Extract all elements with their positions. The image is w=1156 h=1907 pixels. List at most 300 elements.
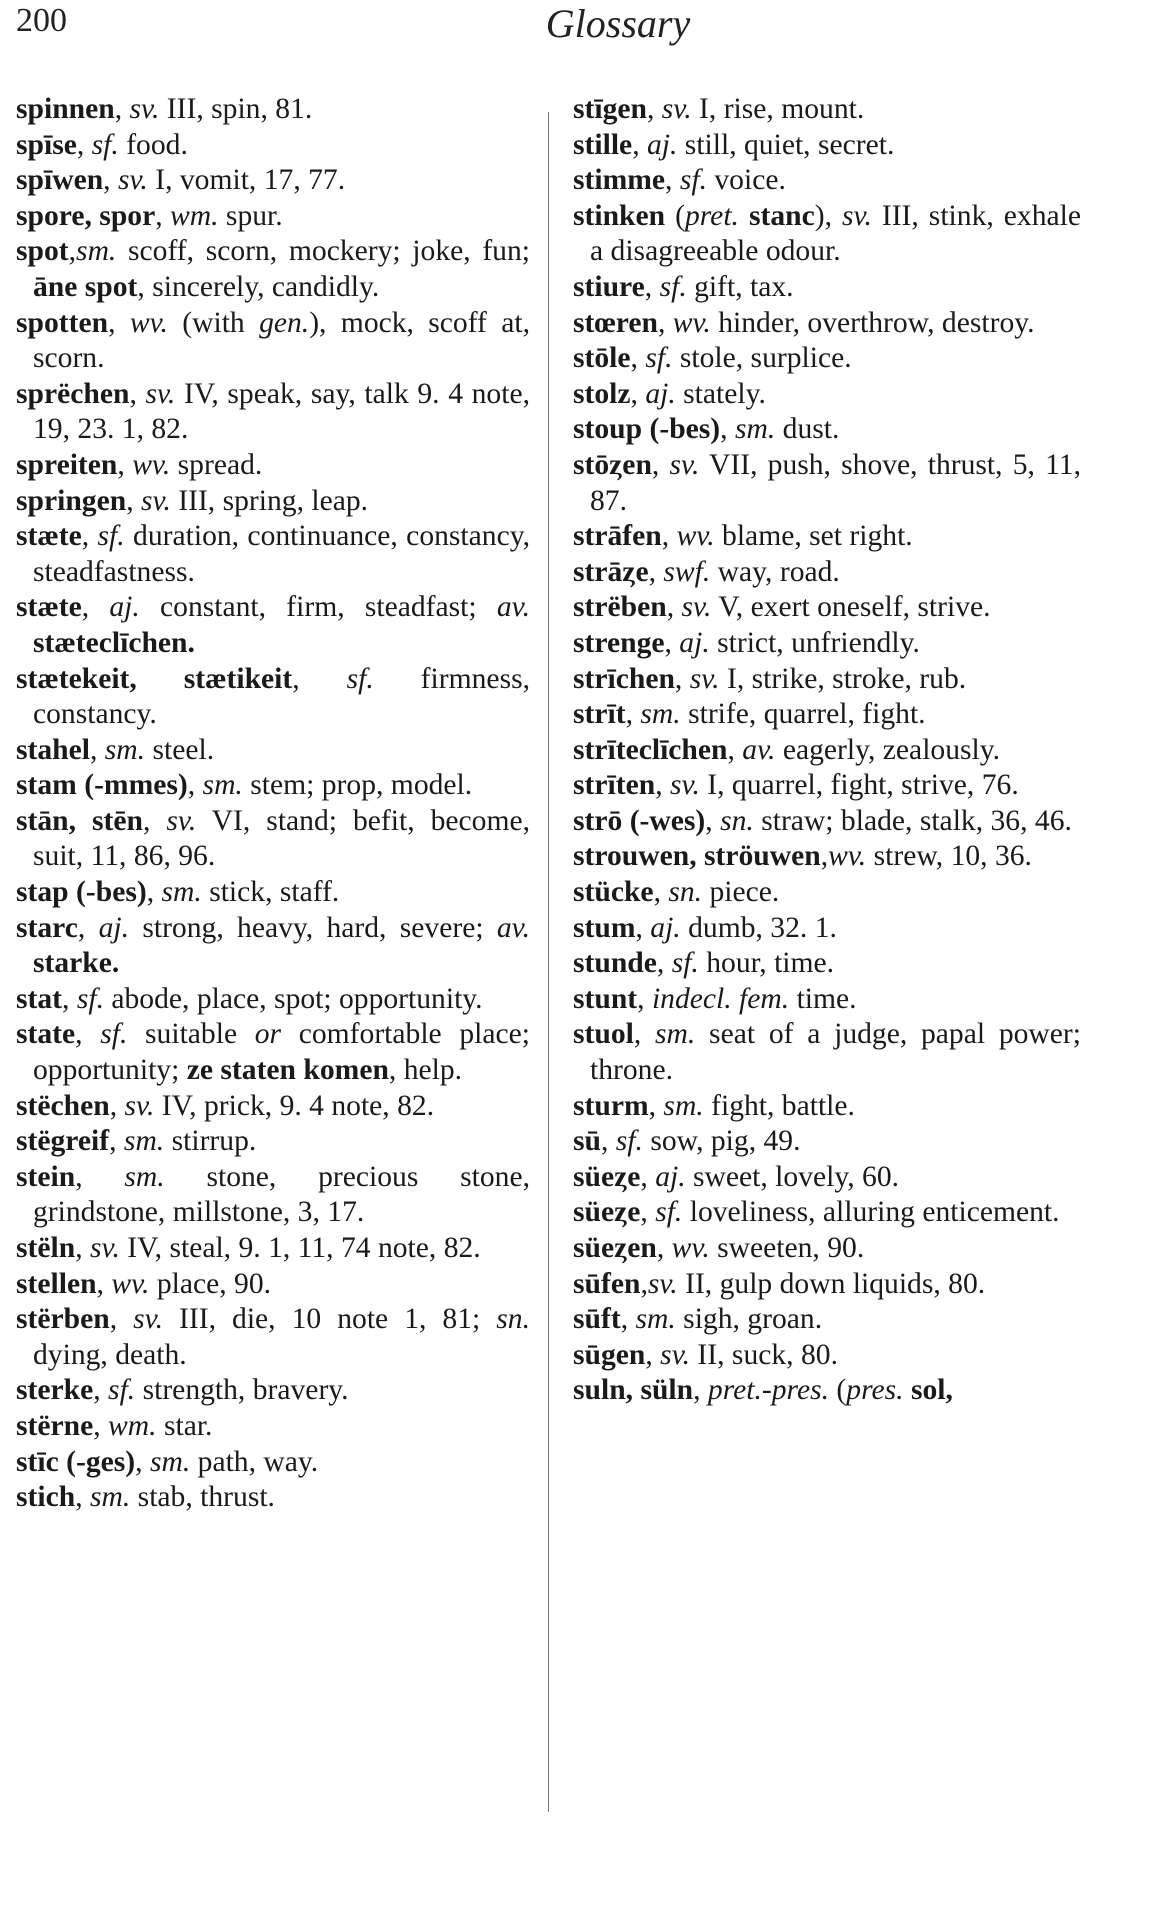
glossary-entry (573, 626, 1081, 662)
grammar-label: sf. (655, 1196, 683, 1229)
running-title: Glossary (545, 1, 691, 46)
definition-text: , (657, 306, 673, 339)
glossary-entry (573, 1231, 1081, 1267)
headword: süeȥen (573, 1232, 657, 1264)
headword: springen (16, 484, 127, 517)
definition-text: fight, battle. (703, 1089, 855, 1122)
glossary-entry (573, 306, 1081, 342)
definition-text: blame, set right. (714, 520, 913, 553)
grammar-label: sn. (668, 876, 703, 909)
glossary-entry (16, 92, 530, 128)
definition-text: , (630, 342, 646, 375)
definition-text: I, strike, stroke, rub. (719, 662, 967, 695)
definition-text: III, stink, exhale a disagreeable odour. (590, 199, 1081, 268)
glossary-entry (573, 875, 1081, 911)
definition-text: dust. (775, 413, 840, 446)
right-column (573, 92, 1081, 1409)
definition-text: , (693, 1374, 708, 1407)
column-divider (548, 112, 549, 1812)
headword: stum (573, 911, 636, 944)
grammar-label: wv. (676, 520, 715, 553)
headword: stoup (-bes) (573, 413, 721, 446)
definition-text: stem; prop, model. (242, 769, 473, 802)
definition-text: piece. (702, 876, 780, 909)
definition-text: stately. (675, 377, 766, 410)
definition-text: , (109, 1303, 134, 1336)
headword: strouwen, ströuwen (573, 840, 821, 873)
headword: stœren (573, 306, 658, 339)
page-number: 200 (16, 2, 67, 39)
definition-text: III, die, 10 note 1, 81; (163, 1303, 497, 1336)
definition-text: , (674, 662, 690, 695)
definition-text: III, spring, leap. (170, 484, 369, 517)
definition-text: , (820, 840, 829, 873)
definition-text: path, way. (190, 1445, 319, 1478)
glossary-entry (573, 662, 1081, 698)
headword: spreiten (16, 448, 118, 481)
headword: stahel (16, 733, 90, 766)
headword: stëchen (16, 1089, 110, 1122)
headword: spot (16, 235, 69, 268)
grammar-label: sf. (346, 662, 374, 695)
definition-text: , (129, 377, 146, 410)
headword: stæte (16, 520, 82, 553)
grammar-label: sv. (681, 591, 712, 624)
headword: starke. (33, 947, 120, 980)
headword: stiure (573, 270, 645, 303)
headword: strīteclīchen (573, 733, 728, 766)
glossary-entry (16, 448, 530, 484)
definition-text: , (640, 1160, 656, 1193)
definition-text: , (653, 876, 669, 909)
grammar-label: av. (496, 911, 530, 944)
glossary-entry (16, 804, 530, 875)
glossary-entry (573, 1089, 1081, 1125)
grammar-label: sf. (97, 520, 125, 553)
definition-text: I, quarrel, fight, strive, 76. (699, 769, 1019, 802)
grammar-label: wv. (132, 448, 171, 481)
glossary-entry (16, 1089, 530, 1125)
definition-text: , (648, 1089, 664, 1122)
glossary-entry (16, 1445, 530, 1481)
glossary-entry (573, 1338, 1081, 1374)
definition-text: dumb, 32. 1. (680, 911, 837, 944)
glossary-entry (573, 1160, 1081, 1196)
glossary-entry (573, 341, 1081, 377)
definition-text: I, vomit, 17, 77. (147, 164, 346, 197)
headword: stat (16, 982, 63, 1015)
glossary-entry (573, 911, 1081, 947)
definition-text: star. (156, 1409, 213, 1442)
grammar-label: sv. (841, 199, 872, 232)
glossary-entry (573, 946, 1081, 982)
definition-text: , (637, 982, 652, 1015)
glossary-entry (16, 590, 530, 661)
definition-text: , (632, 128, 647, 161)
glossary-entry (573, 555, 1081, 591)
definition-text: , (68, 235, 77, 268)
glossary-entry (16, 1017, 530, 1088)
headword: stimme (573, 164, 666, 197)
definition-text: , (666, 591, 682, 624)
headword: sūfen (573, 1267, 641, 1300)
glossary-entry (573, 839, 1081, 875)
grammar-label: wv. (828, 840, 867, 873)
definition-text: , (155, 199, 171, 232)
definition-text: food. (118, 128, 188, 161)
definition-text: straw; blade, stalk, 36, 46. (753, 804, 1072, 837)
glossary-entry (573, 448, 1081, 519)
glossary-entry (16, 234, 530, 305)
definition-text: strict, unfriendly. (709, 626, 920, 659)
definition-text: , (75, 1018, 101, 1051)
definition-text: gift, tax. (686, 270, 794, 303)
definition-text: (with (167, 306, 260, 339)
definition-text: stab, thrust. (130, 1481, 275, 1514)
definition-text: , (89, 733, 105, 766)
headword: stæte (16, 591, 82, 624)
grammar-label: sm. (663, 1089, 704, 1122)
headword: spinnen (16, 93, 115, 125)
definition-text: , (96, 1267, 112, 1300)
grammar-label: wv. (111, 1267, 150, 1300)
glossary-entry (16, 128, 530, 164)
headword: sūgen (573, 1338, 646, 1371)
grammar-label: sm. (124, 1160, 165, 1193)
headword: stein (16, 1160, 76, 1193)
headword: stanc (748, 199, 815, 232)
grammar-label: sv. (669, 769, 700, 802)
headword: stæteclīchen. (33, 626, 195, 659)
headword: stīc (-ges) (16, 1445, 136, 1478)
definition-text: , (644, 270, 660, 303)
headword: süeȥe (573, 1160, 641, 1193)
headword: sterke (16, 1374, 94, 1407)
headword: stërben (16, 1303, 110, 1336)
headword: stap (-bes) (16, 876, 147, 909)
definition-text: , (81, 591, 110, 624)
grammar-label: or (254, 1018, 282, 1051)
definition-text: suitable (127, 1018, 255, 1051)
headword: sprëchen (16, 377, 130, 410)
headword: stellen (16, 1267, 97, 1300)
headword: spīse (16, 128, 77, 161)
headword: süeȥe (573, 1196, 641, 1229)
headword: āne spot (33, 270, 138, 303)
glossary-entry (16, 1409, 530, 1445)
definition-text: , (187, 769, 203, 802)
glossary-entry (573, 697, 1081, 733)
grammar-label: av. (742, 733, 776, 766)
definition-text: , (656, 1232, 672, 1264)
definition-text: scoff, scorn, mockery; joke, fun; (116, 235, 530, 268)
grammar-label: swf. (663, 555, 711, 588)
definition-text: II, gulp down liquids, 80. (677, 1267, 986, 1300)
headword: sū (573, 1125, 601, 1158)
definition-text: steel. (145, 733, 215, 766)
definition-text: , (75, 1481, 90, 1514)
definition-text: I, rise, mount. (691, 93, 865, 125)
headword: sūft (573, 1303, 621, 1336)
glossary-entry (573, 199, 1081, 270)
headword: stëgreif (16, 1125, 110, 1158)
glossary-entry (16, 875, 530, 911)
definition-text: hinder, overthrow, destroy. (710, 306, 1035, 339)
grammar-label: aj. (98, 911, 130, 944)
definition-text: , (635, 911, 651, 944)
definition-text: , (93, 1409, 109, 1442)
glossary-entry (573, 1195, 1081, 1231)
glossary-entry (573, 1017, 1081, 1088)
definition-text: spread. (170, 448, 263, 481)
grammar-label: sm. (640, 698, 681, 731)
definition-text: V, exert oneself, strive. (711, 591, 991, 624)
left-column (16, 92, 530, 1516)
definition-text: comfortable place; opportunity; (33, 1018, 530, 1087)
definition-text: , (62, 982, 77, 1015)
glossary-entry (573, 128, 1081, 164)
definition-text: , (633, 1018, 656, 1051)
grammar-label: aj. (645, 377, 676, 410)
grammar-label: sn. (496, 1303, 530, 1336)
headword: state (16, 1018, 76, 1051)
definition-text: , (651, 448, 670, 481)
definition-text: stick, staff. (201, 876, 340, 909)
grammar-label: gen. (259, 306, 310, 339)
definition-text: VI, stand; befit, become, suit, 11, 86, 96. (33, 804, 531, 873)
headword: ze staten komen (186, 1054, 389, 1087)
definition-text: ( (829, 1374, 847, 1407)
definition-text: sweeten, 90. (709, 1232, 865, 1264)
definition-text: IV, speak, say, talk 9. 4 note, 19, 23. 1, 82. (33, 377, 530, 446)
grammar-label: sm. (76, 235, 117, 268)
grammar-label: sv. (669, 448, 700, 481)
glossary-entry (16, 306, 530, 377)
definition-text: , (600, 1125, 616, 1158)
definition-text: IV, prick, 9. 4 note, 82. (154, 1089, 435, 1122)
grammar-label: sm. (161, 876, 202, 909)
grammar-label: aj. (679, 626, 710, 659)
definition-text: , (646, 93, 662, 125)
definition-text: , (661, 520, 677, 553)
grammar-label: sm. (123, 1125, 165, 1158)
headword: stinken (573, 199, 666, 232)
glossary-entry (573, 733, 1081, 769)
definition-text: , (625, 698, 641, 731)
definition-text: strength, bravery. (135, 1374, 349, 1407)
grammar-label: sm. (104, 733, 146, 766)
definition-text: sigh, groan. (675, 1303, 823, 1336)
glossary-entry (16, 1302, 530, 1373)
page-header (0, 0, 1156, 60)
grammar-label: sm. (202, 769, 243, 802)
grammar-label: sv. (133, 1303, 163, 1336)
definition-text: , (126, 484, 141, 517)
grammar-label: sv. (140, 484, 171, 517)
grammar-label: sf. (645, 342, 673, 375)
grammar-label: sf. (76, 982, 104, 1015)
glossary-entry (16, 1480, 530, 1516)
glossary-entry (16, 519, 530, 590)
glossary-entry (16, 733, 530, 769)
definition-text: , (109, 1089, 125, 1122)
headword: stunde (573, 947, 657, 980)
glossary-entry (16, 982, 530, 1018)
glossary-entry (16, 163, 530, 199)
definition-text: , (720, 413, 735, 446)
grammar-label: sf. (91, 128, 119, 161)
headword: stuol (573, 1018, 634, 1051)
glossary-entry (573, 1124, 1081, 1160)
definition-text: , (75, 1232, 90, 1264)
glossary-entry (16, 768, 530, 804)
headword: strëben (573, 591, 667, 624)
grammar-label: pret.-pres. (707, 1374, 829, 1407)
definition-text: ( (665, 199, 685, 232)
grammar-label: sm. (655, 1018, 696, 1051)
grammar-label: sn. (720, 804, 754, 837)
definition-text: , (108, 306, 130, 339)
definition-text: , (77, 911, 99, 944)
grammar-label: indecl. fem. (651, 982, 790, 1015)
definition-text: , (117, 448, 133, 481)
definition-text: , (114, 93, 130, 125)
headword: spīwen (16, 164, 104, 197)
headword: stëln (16, 1232, 76, 1264)
definition-text: , (630, 377, 646, 410)
definition-text: , (146, 876, 162, 909)
headword: starc (16, 911, 78, 944)
definition-text: loveliness, alluring enticement. (682, 1196, 1060, 1229)
definition-text: strew, 10, 36. (866, 840, 1032, 873)
grammar-label: sv. (124, 1089, 155, 1122)
headword: stille (573, 128, 633, 161)
definition-text: spur. (218, 199, 283, 232)
grammar-label: pret. (684, 199, 739, 232)
headword: sturm (573, 1089, 649, 1122)
definition-text: , (292, 662, 347, 695)
headword: stān, stēn (16, 804, 143, 837)
grammar-label: wv. (129, 306, 168, 339)
glossary-entry (573, 1373, 1081, 1409)
glossary-entry (16, 662, 530, 733)
definition-text: abode, place, spot; opportunity. (103, 982, 483, 1015)
grammar-label: aj. (655, 1160, 686, 1193)
glossary-entry (16, 1124, 530, 1160)
headword: stīgen (573, 93, 647, 125)
grammar-label: aj. (109, 591, 140, 624)
definition-text: voice. (706, 164, 786, 197)
definition-text: strong, heavy, hard, severe; (129, 911, 497, 944)
grammar-label: sv. (166, 804, 197, 837)
definition-text: , (655, 769, 670, 802)
glossary-entry (573, 163, 1081, 199)
grammar-label: sf. (100, 1018, 128, 1051)
definition-text: , (664, 626, 680, 659)
headword: stunt (573, 982, 638, 1015)
glossary-entry (573, 377, 1081, 413)
headword: stōle (573, 342, 631, 375)
definition-text: , (81, 520, 98, 553)
glossary-entry (573, 982, 1081, 1018)
glossary-entry (573, 804, 1081, 840)
grammar-label: aj. (646, 128, 678, 161)
definition-text: , (645, 1338, 661, 1371)
headword: stōȥen (573, 448, 652, 481)
glossary-entry (573, 768, 1081, 804)
definition-text: duration, continuance, constancy, steadfastness. (33, 520, 530, 588)
headword: strīchen (573, 662, 675, 695)
glossary-entry (573, 519, 1081, 555)
definition-text: III, spin, 81. (159, 93, 313, 125)
definition-text: , (705, 804, 721, 837)
definition-text: constant, firm, steadfast; (139, 591, 497, 624)
glossary-entry (16, 911, 530, 982)
glossary-entry (16, 484, 530, 520)
headword: stætekeit, stætikeit (16, 662, 293, 695)
definition-text: , (142, 804, 167, 837)
grammar-label: wv. (672, 306, 711, 339)
definition-text: sow, pig, 49. (642, 1125, 801, 1158)
definition-text: , (93, 1374, 109, 1407)
definition-text: ), mock, scoff at, scorn. (33, 306, 531, 375)
glossary-entry (16, 199, 530, 235)
definition-text: seat of a judge, papal power; throne. (590, 1018, 1081, 1087)
headword: stolz (573, 377, 631, 410)
headword: suln, süln (573, 1374, 694, 1407)
definition-text: firmness, constancy. (33, 662, 530, 731)
glossary-entry (573, 92, 1081, 128)
glossary-entry (573, 412, 1081, 448)
definition-text: , (665, 164, 680, 197)
definition-text: hour, time. (698, 947, 835, 980)
definition-text: strife, quarrel, fight. (680, 698, 926, 731)
definition-text: , (640, 1267, 648, 1300)
grammar-label: sv. (117, 164, 148, 197)
glossary-entry (16, 1267, 530, 1303)
headword: strīt (573, 698, 626, 731)
grammar-label: wv. (671, 1232, 710, 1264)
definition-text: stone, precious stone, grindstone, millstone, 3, 17. (33, 1160, 531, 1229)
grammar-label: pres. (846, 1374, 904, 1407)
headword: strenge (573, 626, 665, 659)
grammar-label: sf. (671, 947, 699, 980)
definition-text: , sincerely, candidly. (137, 270, 380, 303)
headword: stam (-mmes) (16, 769, 188, 802)
glossary-entry (573, 270, 1081, 306)
grammar-label: sv. (661, 93, 692, 125)
grammar-label: sm. (734, 413, 776, 446)
headword: strāȥe (573, 555, 649, 588)
grammar-label: wm. (108, 1409, 157, 1442)
definition-text: , (103, 164, 118, 197)
grammar-label: sf. (659, 270, 687, 303)
definition-text: IV, steal, 9. 1, 11, 74 note, 82. (119, 1232, 481, 1264)
definition-text: stirrup. (164, 1125, 257, 1158)
definition-text: , (640, 1196, 656, 1229)
glossary-entry (16, 377, 530, 448)
grammar-label: sv. (129, 93, 160, 125)
definition-text: ), (814, 199, 842, 232)
glossary-entry (16, 1160, 530, 1231)
grammar-label: sf. (679, 164, 707, 197)
definition-text: eagerly, zealously. (775, 733, 1001, 766)
grammar-label: sv. (647, 1267, 678, 1300)
definition-text: dying, death. (33, 1338, 187, 1371)
grammar-label: sf. (108, 1374, 136, 1407)
headword: sol, (910, 1374, 953, 1407)
definition-text: , help. (388, 1054, 463, 1087)
